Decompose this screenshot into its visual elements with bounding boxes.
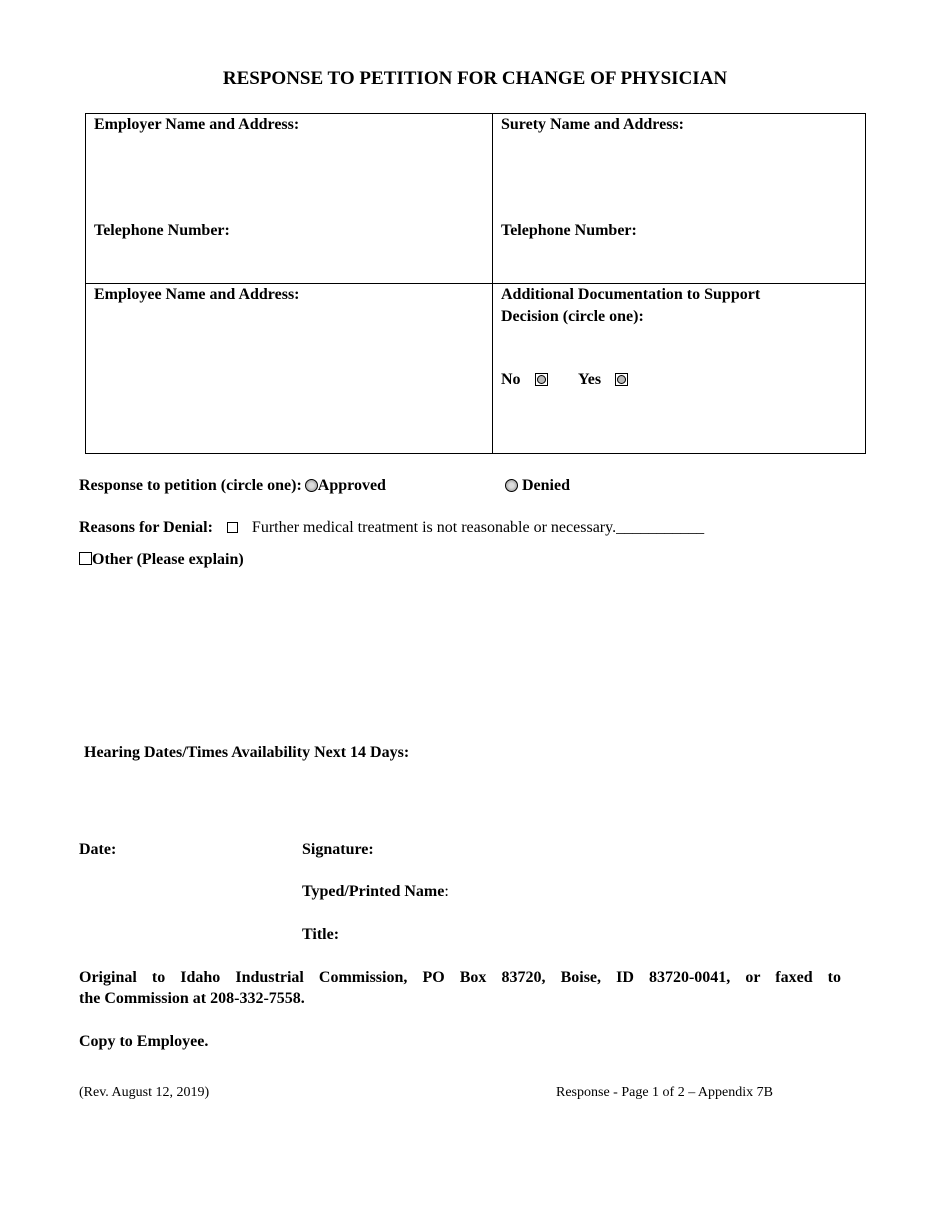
- response-label: Response to petition (circle one):: [79, 477, 302, 494]
- doc-no-checkbox[interactable]: [535, 373, 548, 386]
- original-instructions-line1: Original to Idaho Industrial Commission, PO Box 83720, Boise, ID 83720-0041, or faxed to: [79, 969, 841, 986]
- doc-yes-checkbox[interactable]: [615, 373, 628, 386]
- hearing-availability-label: Hearing Dates/Times Availability Next 14 Days:: [84, 744, 410, 761]
- reasons-row: [79, 519, 704, 537]
- signature-label: Signature:: [302, 841, 374, 858]
- typed-name-label: Typed/Printed Name: [302, 883, 445, 900]
- original-instructions-line2: the Commission at 208-332-7558.: [79, 990, 305, 1007]
- approved-radio[interactable]: [305, 479, 318, 492]
- title-label: Title:: [302, 926, 340, 943]
- employer-phone-label: Telephone Number:: [94, 222, 230, 239]
- denied-option[interactable]: [505, 477, 570, 495]
- reason-other-row: [79, 551, 244, 569]
- table-divider-horizontal: [85, 283, 866, 284]
- reason-not-necessary-text: Further medical treatment is not reasonable or necessary.___________: [251, 519, 705, 536]
- denied-label: Denied: [522, 477, 570, 494]
- page-info: Response - Page 1 of 2 – Appendix 7B: [556, 1085, 773, 1100]
- reasons-label: Reasons for Denial:: [79, 519, 213, 536]
- page-title: RESPONSE TO PETITION FOR CHANGE OF PHYSICIAN: [222, 68, 728, 89]
- doc-yes-option[interactable]: [578, 371, 628, 389]
- typed-name-row: [302, 883, 449, 901]
- revision-date: (Rev. August 12, 2019): [79, 1085, 210, 1100]
- surety-phone-label: Telephone Number:: [501, 222, 637, 239]
- additional-doc-label-line1: Additional Documentation to Support: [501, 286, 761, 303]
- reason-other-checkbox[interactable]: [79, 552, 92, 565]
- surety-label: Surety Name and Address:: [501, 116, 684, 133]
- employer-label: Employer Name and Address:: [94, 116, 300, 133]
- denied-radio[interactable]: [505, 479, 518, 492]
- doc-no-option[interactable]: [501, 371, 548, 389]
- response-row: [79, 477, 386, 495]
- copy-instructions: Copy to Employee.: [79, 1033, 209, 1050]
- reason-other-label: Other (Please explain): [92, 551, 244, 568]
- typed-name-colon: :: [444, 883, 449, 900]
- reason-not-necessary-checkbox[interactable]: [227, 522, 238, 533]
- employee-label: Employee Name and Address:: [94, 286, 300, 303]
- date-label: Date:: [79, 841, 117, 858]
- doc-no-label: No: [501, 371, 521, 388]
- doc-yes-label: Yes: [578, 371, 602, 388]
- approved-label: Approved: [317, 477, 386, 494]
- additional-doc-label-line2: Decision (circle one):: [501, 308, 644, 325]
